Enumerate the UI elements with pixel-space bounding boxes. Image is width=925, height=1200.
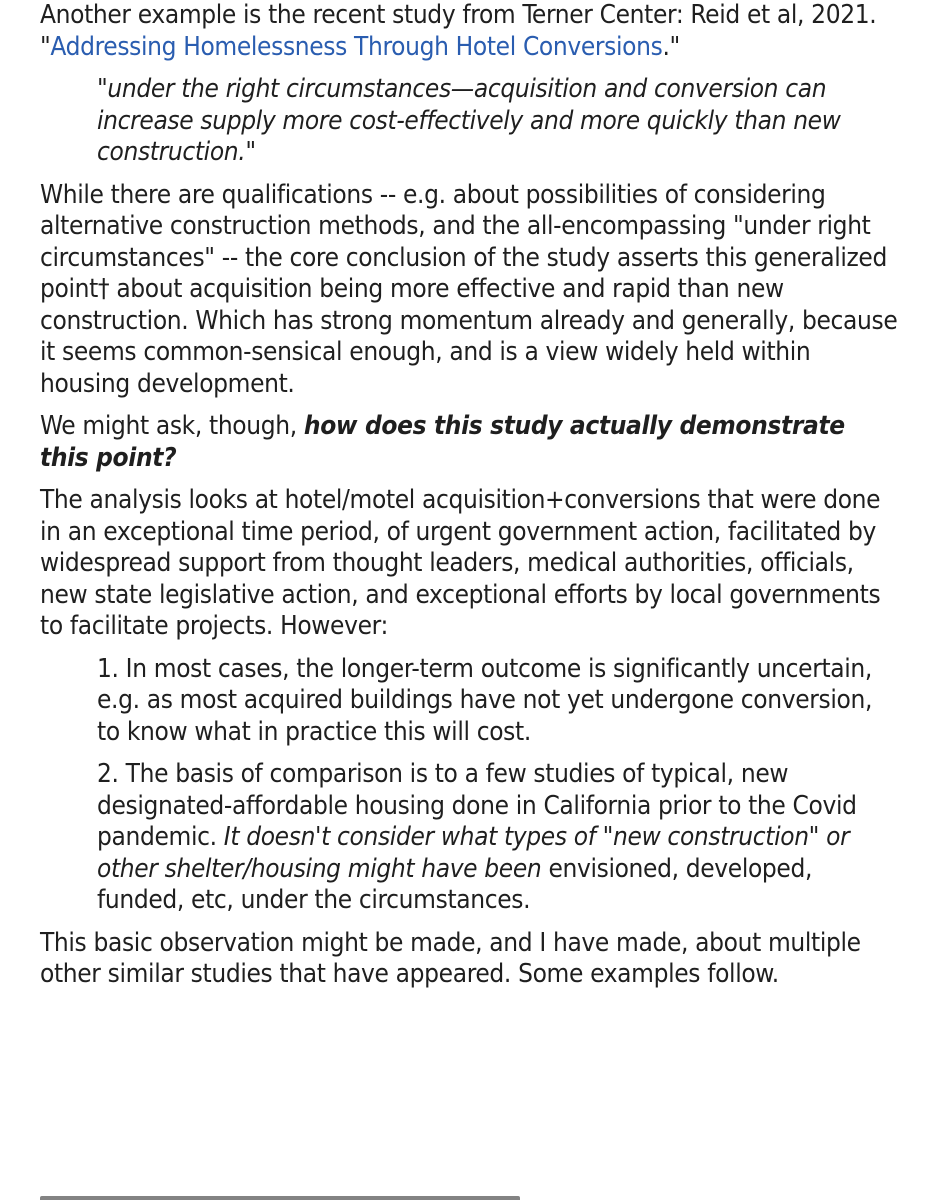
numbered-list	[97, 654, 900, 917]
cut-off-next-line	[40, 1188, 900, 1200]
intro-text-end: ."	[662, 31, 680, 62]
list-item-2-italic: It doesn't consider what types of "new construction" or other shelter/housing might have been	[97, 822, 850, 884]
intro-text: Another example is the recent study from Terner Center: Reid et al, 2021. "	[40, 0, 877, 62]
study-link[interactable]: Addressing Homelessness Through Hotel Conversions	[50, 31, 663, 62]
cut-off-text-fragment	[40, 1196, 520, 1200]
intro-paragraph	[40, 0, 900, 63]
list-item-2-end: envisioned, developed, funded, etc, under the circumstances.	[97, 853, 813, 915]
list-item-1: 1. In most cases, the longer-term outcome is significantly uncertain, e.g. as most acquired buildings have not yet undergone conversion, to know what in practice this will cost.	[97, 653, 873, 747]
analysis-paragraph: The analysis looks at hotel/motel acquisition+conversions that were done in an exceptional time period, of urgent government action, facilitated by widespread support from thought leaders, medical authorities, officials, new state legislative action, and exceptional efforts by local governments to facilitate projects. However:	[40, 485, 881, 641]
question-paragraph	[40, 411, 900, 474]
list-item-2-lead: 2. The basis of comparison is to a few studies of typical, new designated-affordable housing done in California prior to the Covid pandemic.	[97, 759, 857, 852]
qualifications-paragraph: While there are qualifications -- e.g. about possibilities of considering alternative construction methods, and the all-encompassing "under right circumstances" -- the core conclusion of the study asserts this generalized point† about acquisition being more effective and rapid than new construction. Which has strong momentum already and generally, because it seems common-sensical enough, and is a view widely held within housing development.	[40, 179, 898, 399]
study-quote: "under the right circumstances—acquisition and conversion can increase supply more cost-effectively and more quickly than new construction."	[97, 74, 841, 167]
closing-paragraph: This basic observation might be made, and I have made, about multiple other similar studies that have appeared. Some examples follow.	[40, 927, 861, 989]
list-item-2	[97, 759, 900, 917]
question-lead: We might ask, though,	[40, 411, 304, 441]
article-body	[40, 0, 900, 1002]
question-emphasis: how does this study actually demonstrate this point?	[40, 411, 845, 473]
